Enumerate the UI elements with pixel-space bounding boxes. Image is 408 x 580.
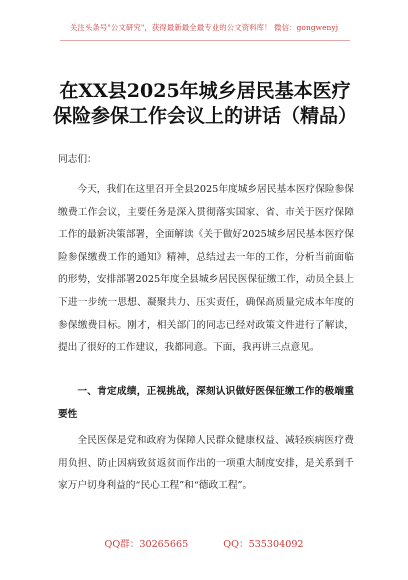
header-divider	[60, 40, 350, 41]
footer-contact	[0, 536, 408, 550]
section-heading-1: 一、肯定成绩，正视挑战，深刻认识做好医保征缴工作的极端重要性	[58, 386, 354, 420]
paragraph-section-1: 全民医保是党和政府为保障人民群众健康权益、减轻疾病医疗费用负担、防止因病致贫返贫而作出的一项重大制度安排，是关系到千家万户切身利益的“民心工程”和“德政工程”。	[58, 435, 354, 492]
salutation: 同志们：	[58, 154, 97, 165]
footer-qq: QQ：535304092	[223, 539, 304, 550]
footer-qq-group: QQ群：30265665	[104, 539, 189, 550]
paragraph-intro: 今天，我们在这里召开全县2025年度城乡居民基本医疗保险参保缴费工作会议，主要任务是深入贯彻落实国家、省、市关于医疗保障工作的最新决策部署，全面解读《关于做好2025城乡居民基本医疗保险参保缴费工作的通知》精神，总结过去一年的工作，分析当前面临的形势，安排部署2025年度全县城乡居民医保征缴工作，动员全县上下进一步统一思想、凝聚共力、压实责任，确保高质量完成本年度的参保缴费目标。刚才，相关部门的同志已经对政策文件进行了解读，提出了很好的工作建议，我都同意。下面，我再讲三点意见。	[58, 184, 354, 354]
header-banner: 关注头条号"公文研究"，获得最新最全最专业的公文资料库！ 微信：gongwenyj	[69, 23, 339, 32]
document-title: 在XX县2025年城乡居民基本医疗保险参保工作会议上的讲话（精品）	[52, 80, 357, 127]
